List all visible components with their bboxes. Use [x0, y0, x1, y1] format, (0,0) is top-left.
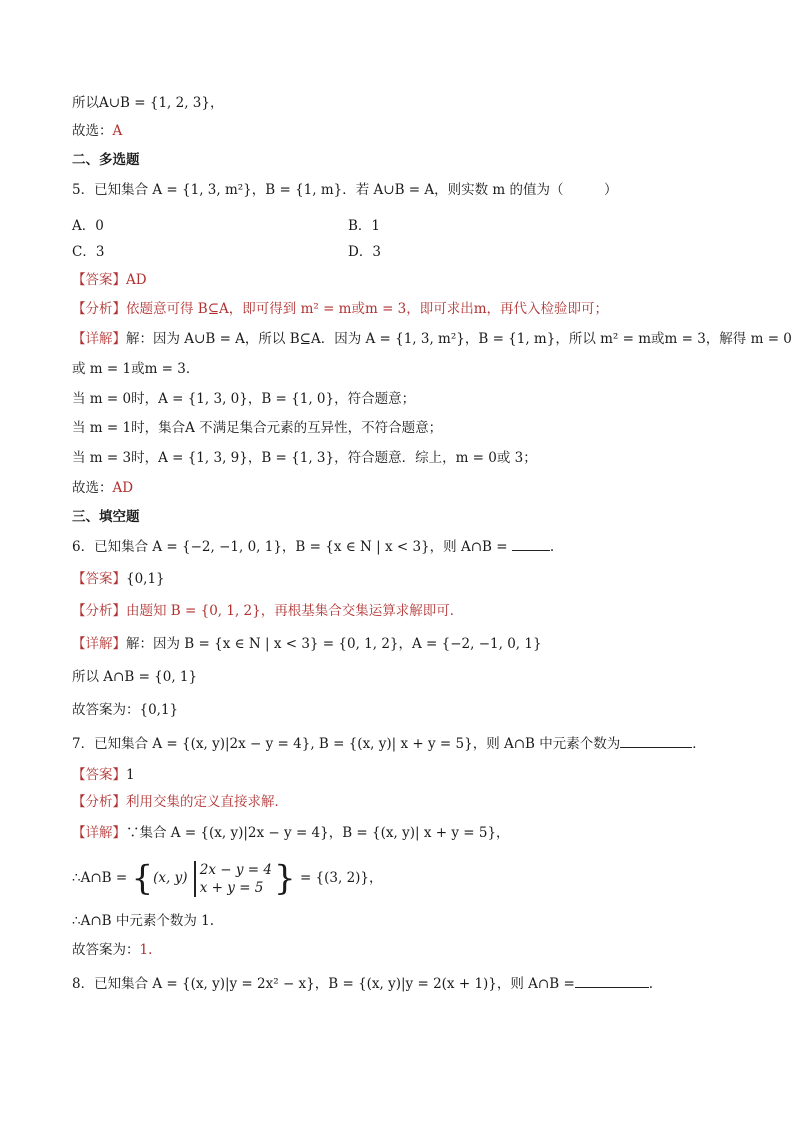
analysis-tag: 【分析】 — [72, 794, 126, 810]
final-value: {0,1} — [139, 702, 179, 718]
analysis-line — [72, 299, 608, 319]
intersection-result: 所以 A∩B = {0, 1} — [72, 669, 198, 685]
detail-text: ∵集合 A = {(x, y)|2x − y = 4}，B = {(x, y)| x + y = 5}， — [126, 825, 510, 841]
text-line — [72, 93, 224, 113]
analysis-tag: 【分析】 — [72, 301, 126, 317]
final-value: 1. — [139, 942, 153, 958]
case-m0: 当 m = 0时，A = {1, 3, 0}，B = {1, 0}，符合题意； — [72, 391, 416, 407]
system-result: = {(3, 2)}， — [299, 870, 383, 886]
question-5: 5．已知集合 A = {1, 3, m²}，B = {1, m}．若 A∪B = A，则实数 m 的值为（ ） — [72, 182, 618, 198]
text-line — [72, 121, 122, 141]
analysis-line — [72, 792, 288, 812]
answer-line — [72, 270, 147, 290]
select-label: 故选： — [72, 123, 113, 139]
analysis-line — [72, 601, 463, 621]
question-7-text: 7．已知集合 A = {(x, y)|2x − y = 4}, B = {(x, y)| x + y = 5}，则 A∩B 中元素个数为 — [72, 736, 621, 752]
answer-line — [72, 569, 165, 589]
detail-tag: 【详解】 — [72, 636, 126, 652]
option-d: D．3 — [348, 244, 381, 260]
final-label: 故答案为： — [72, 942, 140, 958]
question-7: 7．已知集合 A = {(x, y)|2x − y = 4}, B = {(x, y)| x + y = 5}，则 A∩B 中元素个数为 ． — [72, 733, 706, 754]
select-line — [72, 478, 133, 498]
brace-icon: } — [274, 858, 296, 899]
question-8-text: 8．已知集合 A = {(x, y)|y = 2x² − x}，B = {(x, y)|y = 2(x + 1)}，则 A∩B = — [72, 976, 575, 992]
final-answer-line — [72, 940, 152, 960]
answer-blank — [575, 973, 649, 988]
answer-line — [72, 765, 135, 785]
option-a: A．0 — [72, 218, 104, 234]
answer-blank — [512, 536, 550, 551]
select-value: AD — [112, 480, 134, 496]
element-count-line: ∴A∩B 中元素个数为 1. — [72, 913, 215, 929]
system-prefix: ∴A∩B = — [72, 870, 128, 886]
detail-tag: 【详解】 — [72, 825, 126, 841]
analysis-text: 由题知 B = {0, 1, 2}，再根基集合交集运算求解即可． — [126, 603, 464, 619]
equation-system — [194, 861, 272, 897]
answer-tag: 【答案】 — [72, 767, 126, 783]
case-m3: 当 m = 3时，A = {1, 3, 9}，B = {1, 3}，符合题意．综上，m = 0或 3； — [72, 450, 537, 466]
final-label: 故答案为： — [72, 702, 140, 718]
analysis-text: 利用交集的定义直接求解． — [126, 794, 288, 810]
system-equation-line: ∴A∩B = {(x, y) 2x − y = 4 x + y = 5 } = {(3, 2)}， — [72, 858, 383, 899]
answer-value: {0,1} — [126, 571, 165, 587]
select-value: A — [112, 123, 123, 139]
detail-line — [72, 823, 510, 843]
answer-blank — [620, 733, 692, 748]
analysis-tag: 【分析】 — [72, 603, 126, 619]
question-6-text: 6．已知集合 A = {−2, −1, 0, 1}，B = {x ∈ N | x < 3}，则 A∩B = — [72, 539, 508, 555]
detail-text: 解：因为 B = {x ∈ N | x < 3} = {0, 1, 2}，A = {−2, −1, 0, 1} — [126, 636, 542, 652]
answer-tag: 【答案】 — [72, 571, 126, 587]
option-b: B．1 — [348, 218, 381, 234]
detail-line — [72, 329, 792, 349]
equation-1: 2x − y = 4 — [199, 861, 272, 878]
equation-2: x + y = 5 — [199, 879, 264, 896]
answer-tag: 【答案】 — [72, 272, 126, 288]
brace-icon: { — [131, 858, 154, 899]
answer-value: 1 — [126, 767, 135, 783]
section-heading-fill-blank: 三、填空题 — [72, 509, 140, 525]
option-c: C．3 — [72, 244, 105, 260]
select-label: 故选： — [72, 480, 113, 496]
question-6: 6．已知集合 A = {−2, −1, 0, 1}，B = {x ∈ N | x < 3}，则 A∩B = . — [72, 536, 554, 557]
case-m1: 当 m = 1时，集合A 不满足集合元素的互异性，不符合题意； — [72, 420, 443, 436]
section-heading-multiple-choice: 二、多选题 — [72, 152, 140, 168]
analysis-text: 依题意可得 B⊆A，即可得到 m² = m或m = 3，即可求出m，再代入检验即可； — [126, 301, 609, 317]
detail-tag: 【详解】 — [72, 331, 126, 347]
question-8: 8．已知集合 A = {(x, y)|y = 2x² − x}，B = {(x, y)|y = 2(x + 1)}，则 A∩B = . — [72, 973, 653, 994]
detail-line — [72, 634, 542, 654]
detail-line-2: 或 m = 1或m = 3． — [72, 361, 200, 377]
union-result: 所以A∪B = {1, 2, 3}， — [72, 95, 224, 111]
detail-text: 解：因为 A∪B = A，所以 B⊆A．因为 A = {1, 3, m²}，B = {1, m}，所以 m² = m或m = 3，解得 m = 0 — [126, 331, 792, 347]
final-answer-line — [72, 700, 178, 720]
answer-value: AD — [126, 272, 147, 288]
